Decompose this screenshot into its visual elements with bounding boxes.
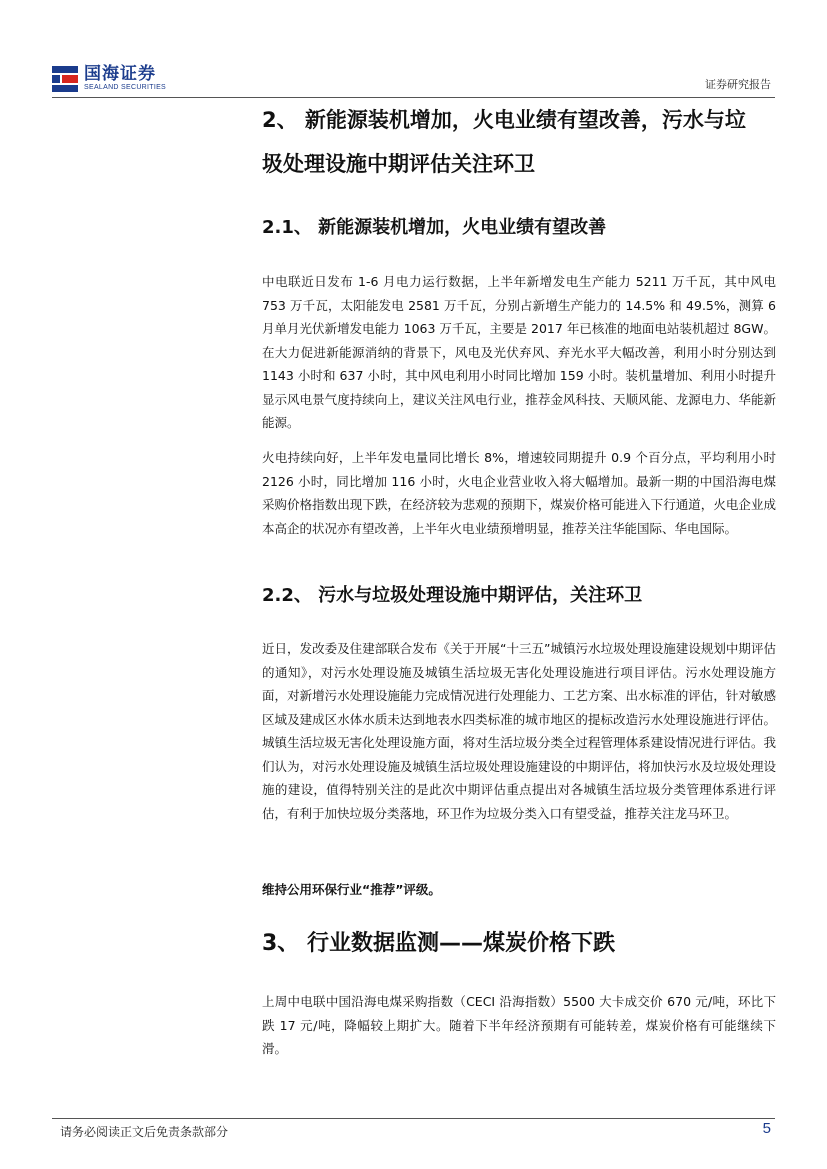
document-type-label: 证券研究报告 bbox=[705, 78, 771, 91]
section-2-1-paragraph-1: 中电联近日发布 1-6 月电力运行数据，上半年新增发电生产能力 5211 万千瓦，其中风电 753 万千瓦，太阳能发电 2581 万千瓦，分别占新增生产能力的 14.5% 和 49.5%，测算 6 月单月光伏新增发电能力 1063 万千瓦，主要是 2017 年已核准的地面电站装机超过 8GW。在大力促进新能源消纳的背景下，风电及光伏弃风、弃光水平大幅改善，利用小时分别达到 1143 小时和 637 小时，其中风电利用小时同比增加 159 小时。装机量增加、利用小时提升显示风电景气度持续向上，建议关注风电行业，推荐金风科技、天顺风能、龙源电力、华能新能源。 bbox=[262, 274, 776, 430]
section-2-heading-line1: 2、 新能源装机增加，火电业绩有望改善，污水与垃 bbox=[262, 108, 746, 132]
disclaimer-note: 请务必阅读正文后免责条款部分 bbox=[60, 1125, 229, 1139]
section-2-heading bbox=[262, 100, 782, 184]
footer-divider bbox=[52, 1118, 775, 1119]
industry-rating-statement: 维持公用环保行业“推荐”评级。 bbox=[262, 882, 441, 897]
sealand-logo-icon bbox=[52, 66, 78, 92]
section-2-2-paragraph-1: 近日，发改委及住建部联合发布《关于开展“十三五”城镇污水垃圾处理设施建设规划中期评估的通知》，对污水处理设施及城镇生活垃圾无害化处理设施进行项目评估。污水处理设施方面，对新增污水处理设施能力完成情况进行处理能力、工艺方案、出水标准的评估，针对敏感区域及建成区水体水质未达到地表水四类标准的城市地区的提标改造污水处理设施进行评估。城镇生活垃圾无害化处理设施方面，将对生活垃圾分类全过程管理体系建设情况进行评估。我们认为，对污水处理设施及城镇生活垃圾处理设施建设的中期评估，将加快污水及垃圾处理设施的建设，值得特别关注的是此次中期评估重点提出对各城镇生活垃圾分类管理体系进行评估，有利于加快垃圾分类落地，环卫作为垃圾分类入口有望受益，推荐关注龙马环卫。 bbox=[262, 641, 776, 821]
page-number: 5 bbox=[762, 1120, 771, 1137]
logo-chinese-name: 国海证券 bbox=[84, 64, 156, 84]
section-3-heading: 3、 行业数据监测——煤炭价格下跌 bbox=[262, 931, 615, 956]
sealand-securities-logo bbox=[52, 66, 166, 92]
section-2-1-heading: 2.1、 新能源装机增加，火电业绩有望改善 bbox=[262, 217, 607, 238]
header-divider bbox=[52, 97, 775, 98]
logo-english-name: SEALAND SECURITIES bbox=[84, 84, 167, 91]
section-2-heading-line2: 圾处理设施中期评估关注环卫 bbox=[262, 152, 535, 176]
logo-wordmark bbox=[84, 66, 166, 92]
section-2-2-heading: 2.2、 污水与垃圾处理设施中期评估，关注环卫 bbox=[262, 585, 643, 606]
section-2-1-paragraph-2: 火电持续向好，上半年发电量同比增长 8%，增速较同期提升 0.9 个百分点，平均利用小时 2126 小时，同比增加 116 小时，火电企业营业收入将大幅增加。最新一期的中国沿海电煤采购价格指数出现下跌，在经济较为悲观的预期下，煤炭价格可能进入下行通道，火电企业成本高企的状况亦有望改善，上半年火电业绩预增明显，推荐关注华能国际、华电国际。 bbox=[262, 450, 776, 536]
section-3-paragraph-1: 上周中电联中国沿海电煤采购指数（CECI 沿海指数）5500 大卡成交价 670 元/吨，环比下跌 17 元/吨，降幅较上期扩大。随着下半年经济预期有可能转差，煤炭价格有可能继续下滑。 bbox=[262, 994, 776, 1056]
